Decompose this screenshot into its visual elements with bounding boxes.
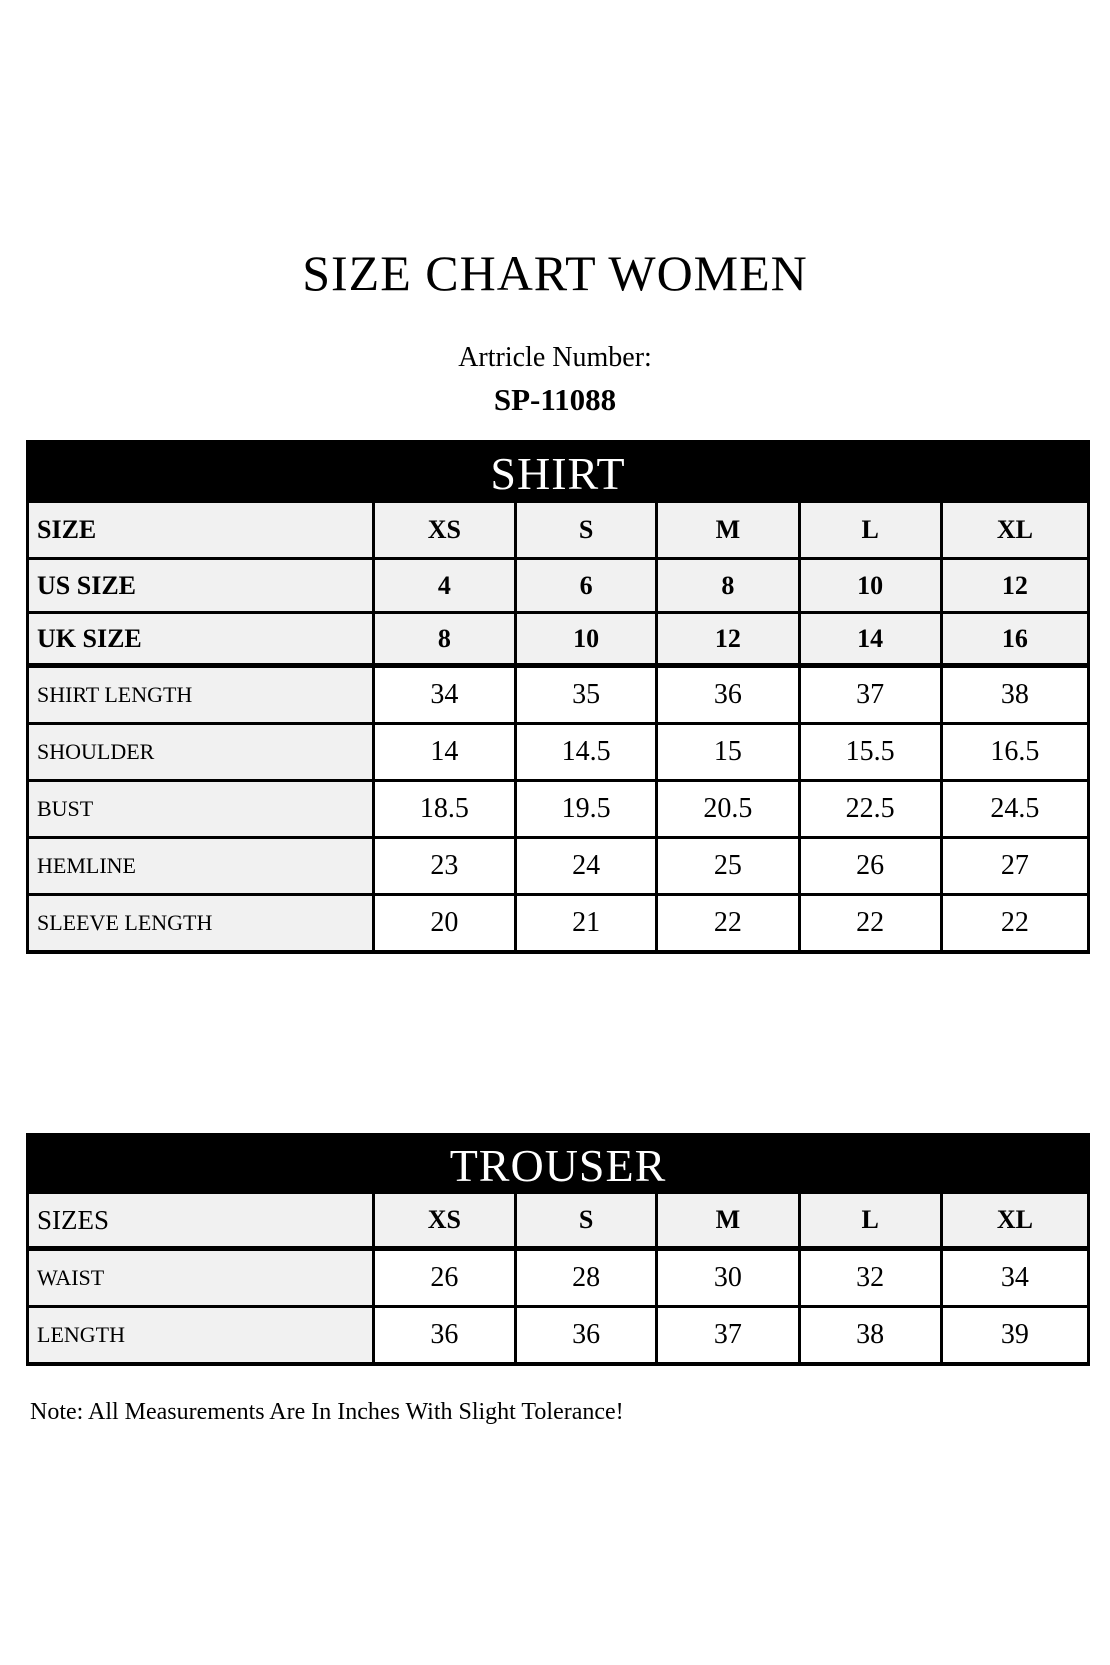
cell-value: 30 xyxy=(658,1251,800,1305)
table-row xyxy=(29,779,1087,836)
cell-value: 19.5 xyxy=(517,782,658,836)
cell-value: 26 xyxy=(801,839,943,893)
cell-value: 4 xyxy=(375,560,517,611)
cell-value: 16 xyxy=(943,614,1087,663)
cell-value: L xyxy=(801,503,943,557)
cell-value: 14 xyxy=(801,614,943,663)
cell-value: 22 xyxy=(943,896,1087,950)
shirt-table-title: SHIRT xyxy=(29,443,1087,503)
table-rows xyxy=(29,1194,1087,1362)
shirt-size-table xyxy=(26,440,1090,954)
row-label: UK SIZE xyxy=(29,614,375,663)
row-label: SLEEVE LENGTH xyxy=(29,896,375,950)
table-row xyxy=(29,557,1087,611)
cell-value: 20.5 xyxy=(658,782,800,836)
cell-value: 22 xyxy=(801,896,943,950)
cell-value: 22.5 xyxy=(801,782,943,836)
cell-value: 39 xyxy=(943,1308,1087,1362)
trouser-size-table xyxy=(26,1133,1090,1366)
cell-value: 32 xyxy=(801,1251,943,1305)
cell-value: 8 xyxy=(375,614,517,663)
row-label: SIZE xyxy=(29,503,375,557)
table-row xyxy=(29,665,1087,722)
cell-value: XS xyxy=(375,1194,517,1246)
row-label: SIZES xyxy=(29,1194,375,1246)
row-label: BUST xyxy=(29,782,375,836)
row-label: WAIST xyxy=(29,1251,375,1305)
table-row xyxy=(29,1194,1087,1248)
cell-value: S xyxy=(517,503,658,557)
cell-value: 14.5 xyxy=(517,725,658,779)
table-row xyxy=(29,722,1087,779)
cell-value: 27 xyxy=(943,839,1087,893)
table-row xyxy=(29,836,1087,893)
table-rows xyxy=(29,503,1087,950)
row-label: LENGTH xyxy=(29,1308,375,1362)
cell-value: 37 xyxy=(658,1308,800,1362)
cell-value: 37 xyxy=(801,668,943,722)
cell-value: M xyxy=(658,1194,800,1246)
cell-value: 10 xyxy=(801,560,943,611)
cell-value: M xyxy=(658,503,800,557)
cell-value: 20 xyxy=(375,896,517,950)
cell-value: 15.5 xyxy=(801,725,943,779)
cell-value: XL xyxy=(943,503,1087,557)
cell-value: 24.5 xyxy=(943,782,1087,836)
article-number-value: SP-11088 xyxy=(493,382,617,417)
table-row xyxy=(29,1305,1087,1362)
cell-value: 35 xyxy=(517,668,658,722)
cell-value: L xyxy=(801,1194,943,1246)
cell-value: 18.5 xyxy=(375,782,517,836)
cell-value: 36 xyxy=(658,668,800,722)
cell-value: 36 xyxy=(375,1308,517,1362)
cell-value: 14 xyxy=(375,725,517,779)
row-label: SHOULDER xyxy=(29,725,375,779)
table-row xyxy=(29,893,1087,950)
cell-value: XS xyxy=(375,503,517,557)
table-row xyxy=(29,611,1087,665)
table-row xyxy=(29,503,1087,557)
cell-value: S xyxy=(517,1194,658,1246)
table-row xyxy=(29,1248,1087,1305)
cell-value: 6 xyxy=(517,560,658,611)
note-text: Note: All Measurements Are In Inches With Slight Tolerance! xyxy=(30,1399,624,1425)
cell-value: 8 xyxy=(658,560,800,611)
trouser-table-title: TROUSER xyxy=(29,1136,1087,1194)
page-title: SIZE CHART WOMEN xyxy=(302,245,808,301)
cell-value: 34 xyxy=(943,1251,1087,1305)
cell-value: 26 xyxy=(375,1251,517,1305)
cell-value: 28 xyxy=(517,1251,658,1305)
cell-value: 38 xyxy=(943,668,1087,722)
cell-value: 38 xyxy=(801,1308,943,1362)
cell-value: 34 xyxy=(375,668,517,722)
cell-value: 21 xyxy=(517,896,658,950)
row-label: US SIZE xyxy=(29,560,375,611)
row-label: HEMLINE xyxy=(29,839,375,893)
cell-value: 24 xyxy=(517,839,658,893)
cell-value: 36 xyxy=(517,1308,658,1362)
cell-value: 22 xyxy=(658,896,800,950)
cell-value: 25 xyxy=(658,839,800,893)
cell-value: 10 xyxy=(517,614,658,663)
cell-value: 16.5 xyxy=(943,725,1087,779)
cell-value: 23 xyxy=(375,839,517,893)
cell-value: 15 xyxy=(658,725,800,779)
cell-value: 12 xyxy=(943,560,1087,611)
article-number-label: Artricle Number: xyxy=(458,342,652,373)
cell-value: XL xyxy=(943,1194,1087,1246)
row-label: SHIRT LENGTH xyxy=(29,668,375,722)
cell-value: 12 xyxy=(658,614,800,663)
